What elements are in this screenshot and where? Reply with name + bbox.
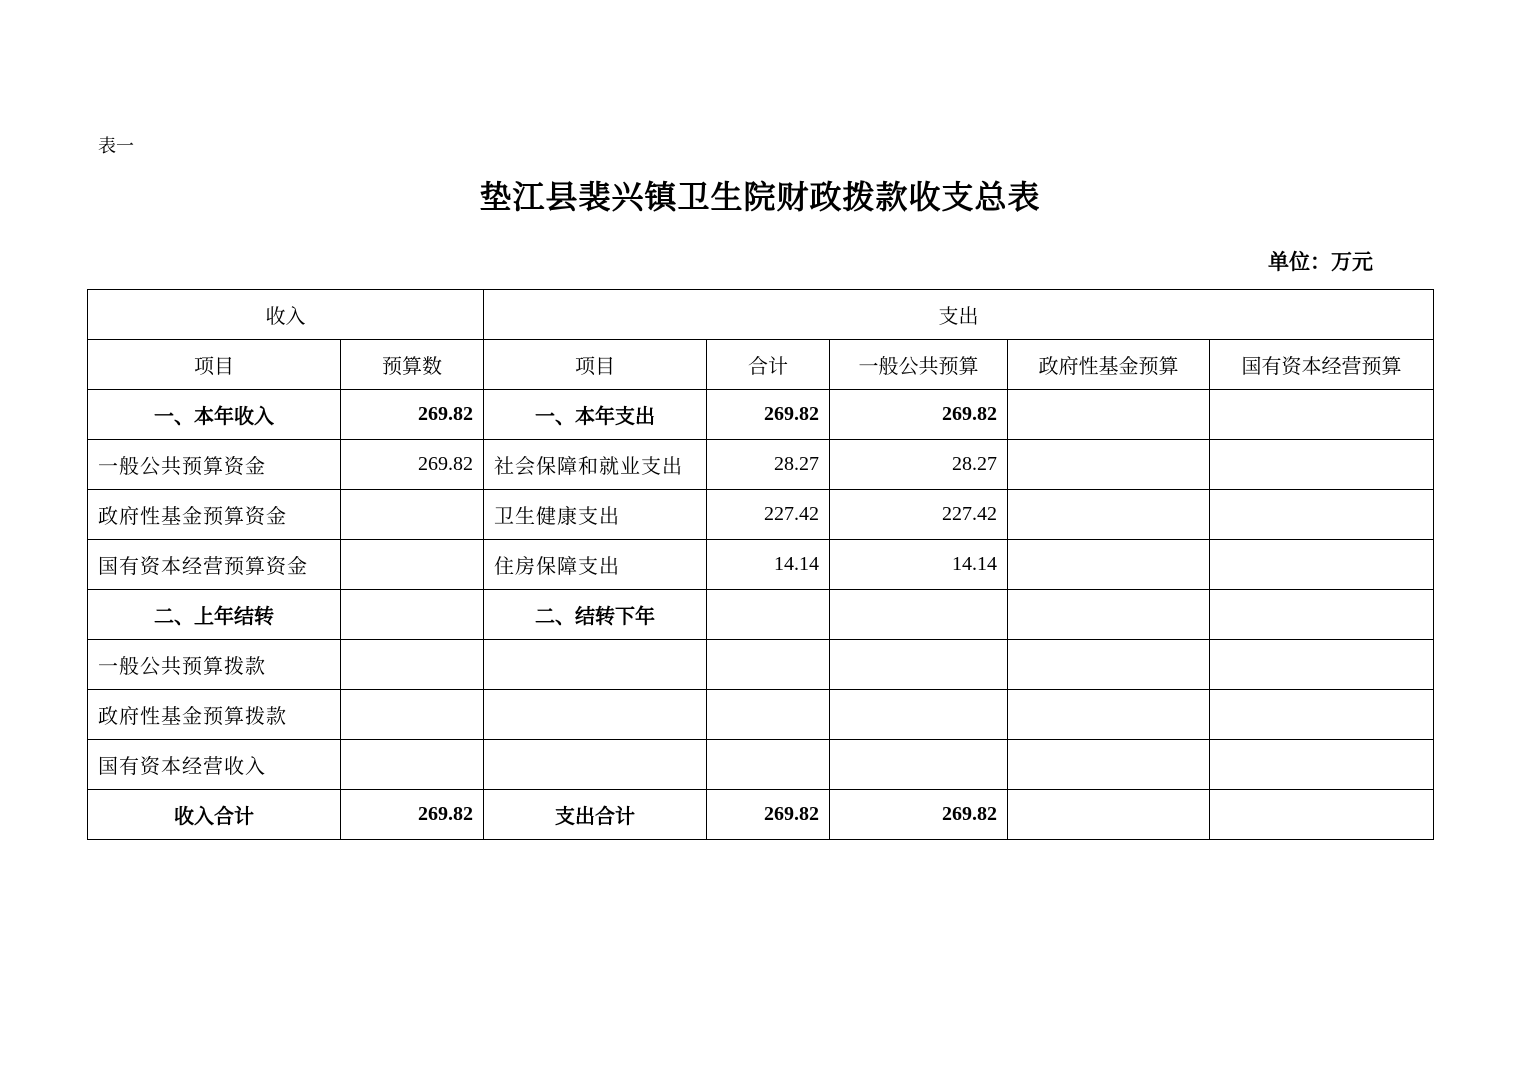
expense-item: 社会保障和就业支出	[484, 440, 707, 490]
general-value	[830, 590, 1008, 640]
expense-item: 二、结转下年	[484, 590, 707, 640]
gov-fund-value	[1008, 690, 1210, 740]
expense-item	[484, 690, 707, 740]
state-capital-value	[1210, 440, 1434, 490]
expense-item: 卫生健康支出	[484, 490, 707, 540]
state-capital-value	[1210, 390, 1434, 440]
income-item: 政府性基金预算拨款	[88, 690, 341, 740]
state-capital-value	[1210, 790, 1434, 840]
total-value	[707, 640, 830, 690]
expense-item	[484, 740, 707, 790]
general-value	[830, 740, 1008, 790]
expense-group-header: 支出	[484, 290, 1434, 340]
state-capital-value	[1210, 490, 1434, 540]
income-item: 国有资本经营预算资金	[88, 540, 341, 590]
gov-fund-value	[1008, 590, 1210, 640]
income-group-header: 收入	[88, 290, 484, 340]
income-item: 一、本年收入	[88, 390, 341, 440]
general-value	[830, 690, 1008, 740]
table-row	[88, 690, 1434, 740]
table-row	[88, 640, 1434, 690]
table-row	[88, 390, 1434, 440]
expense-total-label: 支出合计	[484, 790, 707, 840]
total-value	[707, 740, 830, 790]
gov-fund-value	[1008, 440, 1210, 490]
gov-fund-value	[1008, 640, 1210, 690]
expense-item: 住房保障支出	[484, 540, 707, 590]
expense-item: 一、本年支出	[484, 390, 707, 440]
gov-fund-value	[1008, 540, 1210, 590]
income-budget	[341, 740, 484, 790]
state-capital-header: 国有资本经营预算	[1210, 340, 1434, 390]
state-capital-value	[1210, 590, 1434, 640]
general-value: 227.42	[830, 490, 1008, 540]
income-item: 二、上年结转	[88, 590, 341, 640]
total-value: 269.82	[707, 390, 830, 440]
gov-fund-value	[1008, 390, 1210, 440]
income-budget	[341, 640, 484, 690]
income-budget: 269.82	[341, 440, 484, 490]
income-budget	[341, 490, 484, 540]
general-value: 269.82	[830, 390, 1008, 440]
gov-fund-value	[1008, 740, 1210, 790]
total-value	[707, 690, 830, 740]
gov-fund-header: 政府性基金预算	[1008, 340, 1210, 390]
income-total-value: 269.82	[341, 790, 484, 840]
total-value	[707, 590, 830, 640]
general-value	[830, 640, 1008, 690]
totals-row	[88, 790, 1434, 840]
income-budget: 269.82	[341, 390, 484, 440]
state-capital-value	[1210, 740, 1434, 790]
gov-fund-value	[1008, 490, 1210, 540]
income-item: 政府性基金预算资金	[88, 490, 341, 540]
expense-item-header: 项目	[484, 340, 707, 390]
table-row	[88, 440, 1434, 490]
general-value: 269.82	[830, 790, 1008, 840]
page-title: 垫江县裴兴镇卫生院财政拨款收支总表	[479, 178, 1041, 216]
total-header: 合计	[707, 340, 830, 390]
gov-fund-value	[1008, 790, 1210, 840]
income-item: 一般公共预算拨款	[88, 640, 341, 690]
state-capital-value	[1210, 540, 1434, 590]
total-value: 227.42	[707, 490, 830, 540]
income-item: 国有资本经营收入	[88, 740, 341, 790]
unit-label: 单位：万元	[1268, 249, 1373, 274]
total-value: 28.27	[707, 440, 830, 490]
general-budget-header: 一般公共预算	[830, 340, 1008, 390]
total-value: 14.14	[707, 540, 830, 590]
income-budget	[341, 690, 484, 740]
table-row	[88, 590, 1434, 640]
table-row	[88, 540, 1434, 590]
state-capital-value	[1210, 690, 1434, 740]
state-capital-value	[1210, 640, 1434, 690]
income-item: 一般公共预算资金	[88, 440, 341, 490]
table-row	[88, 740, 1434, 790]
income-total-label: 收入合计	[88, 790, 341, 840]
fiscal-summary-table	[87, 289, 1434, 840]
general-value: 14.14	[830, 540, 1008, 590]
income-budget	[341, 590, 484, 640]
table-number: 表一	[98, 136, 134, 157]
expense-item	[484, 640, 707, 690]
income-budget-header: 预算数	[341, 340, 484, 390]
total-value: 269.82	[707, 790, 830, 840]
table-row	[88, 490, 1434, 540]
general-value: 28.27	[830, 440, 1008, 490]
income-item-header: 项目	[88, 340, 341, 390]
income-budget	[341, 540, 484, 590]
column-header-row	[88, 340, 1434, 390]
group-header-row	[88, 290, 1434, 340]
